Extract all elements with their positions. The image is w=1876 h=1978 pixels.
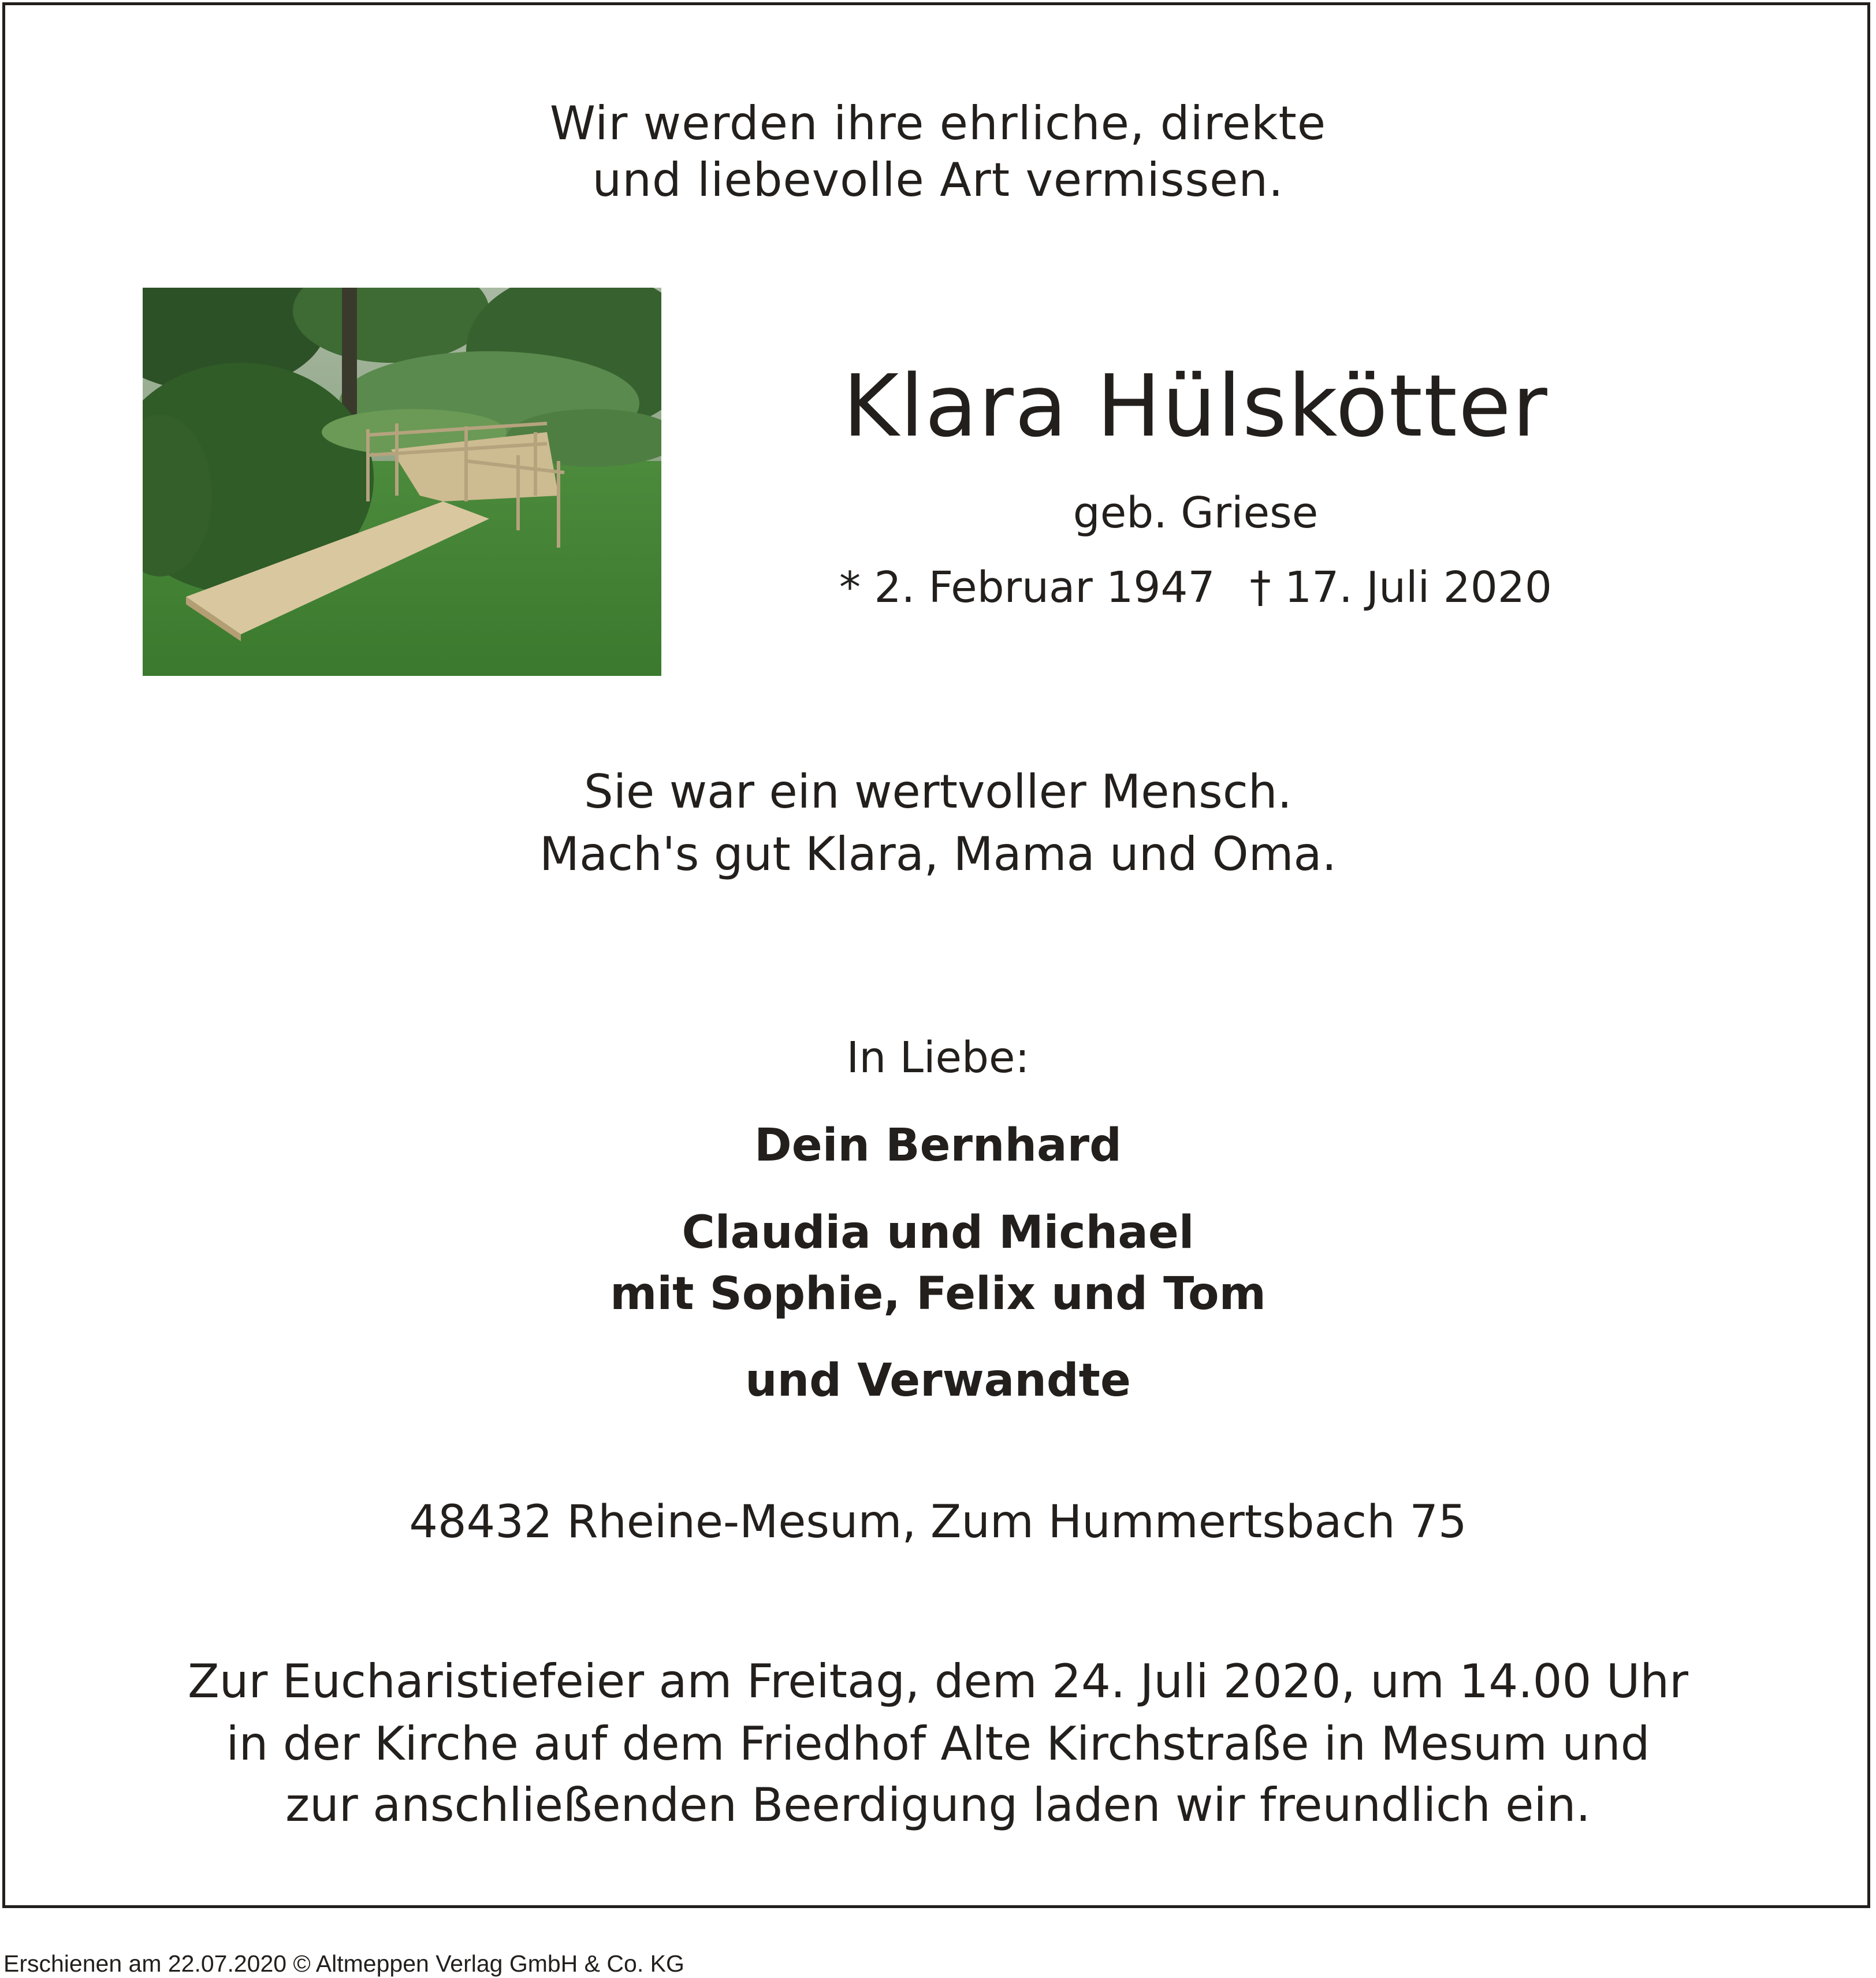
quote-line-1: Wir werden ihre ehrliche, direkte	[549, 96, 1327, 150]
invitation-line-1: Zur Eucharistiefeier am Freitag, dem 24. Juli 2020, um 14.00 Uhr	[187, 1654, 1689, 1708]
publication-footer: Erschienen am 22.07.2020 © Altmeppen Verlag GmbH & Co. KG	[3, 1950, 684, 1977]
invitation-line-2: in der Kirche auf dem Friedhof Alte Kirchstraße in Mesum und	[226, 1717, 1650, 1771]
quote-line-2: und liebevolle Art vermissen.	[592, 153, 1284, 207]
signature-heading: In Liebe:	[846, 1033, 1030, 1083]
death-date: † 17. Juli 2020	[1249, 563, 1553, 612]
invitation-line-3: zur anschließenden Beerdigung laden wir freundlich ein.	[285, 1778, 1591, 1832]
farewell-line-1: Sie war ein wertvoller Mensch.	[584, 765, 1292, 819]
photo-illustration	[143, 288, 661, 676]
garden-ramp-photo	[143, 288, 661, 676]
deceased-name: Klara Hülskötter	[843, 356, 1549, 456]
life-dates	[705, 562, 1687, 614]
birth-name: geb. Griese	[1073, 488, 1319, 538]
birth-date: * 2. Februar 1947	[839, 563, 1215, 612]
signature-name: mit Sophie, Felix und Tom	[610, 1268, 1266, 1320]
signature-name: und Verwandte	[745, 1355, 1131, 1407]
signature-name: Dein Bernhard	[754, 1120, 1122, 1172]
signature-name: Claudia und Michael	[682, 1207, 1194, 1259]
farewell-line-2: Mach's gut Klara, Mama und Oma.	[539, 827, 1337, 881]
family-address: 48432 Rheine-Mesum, Zum Hummertsbach 75	[409, 1496, 1467, 1548]
